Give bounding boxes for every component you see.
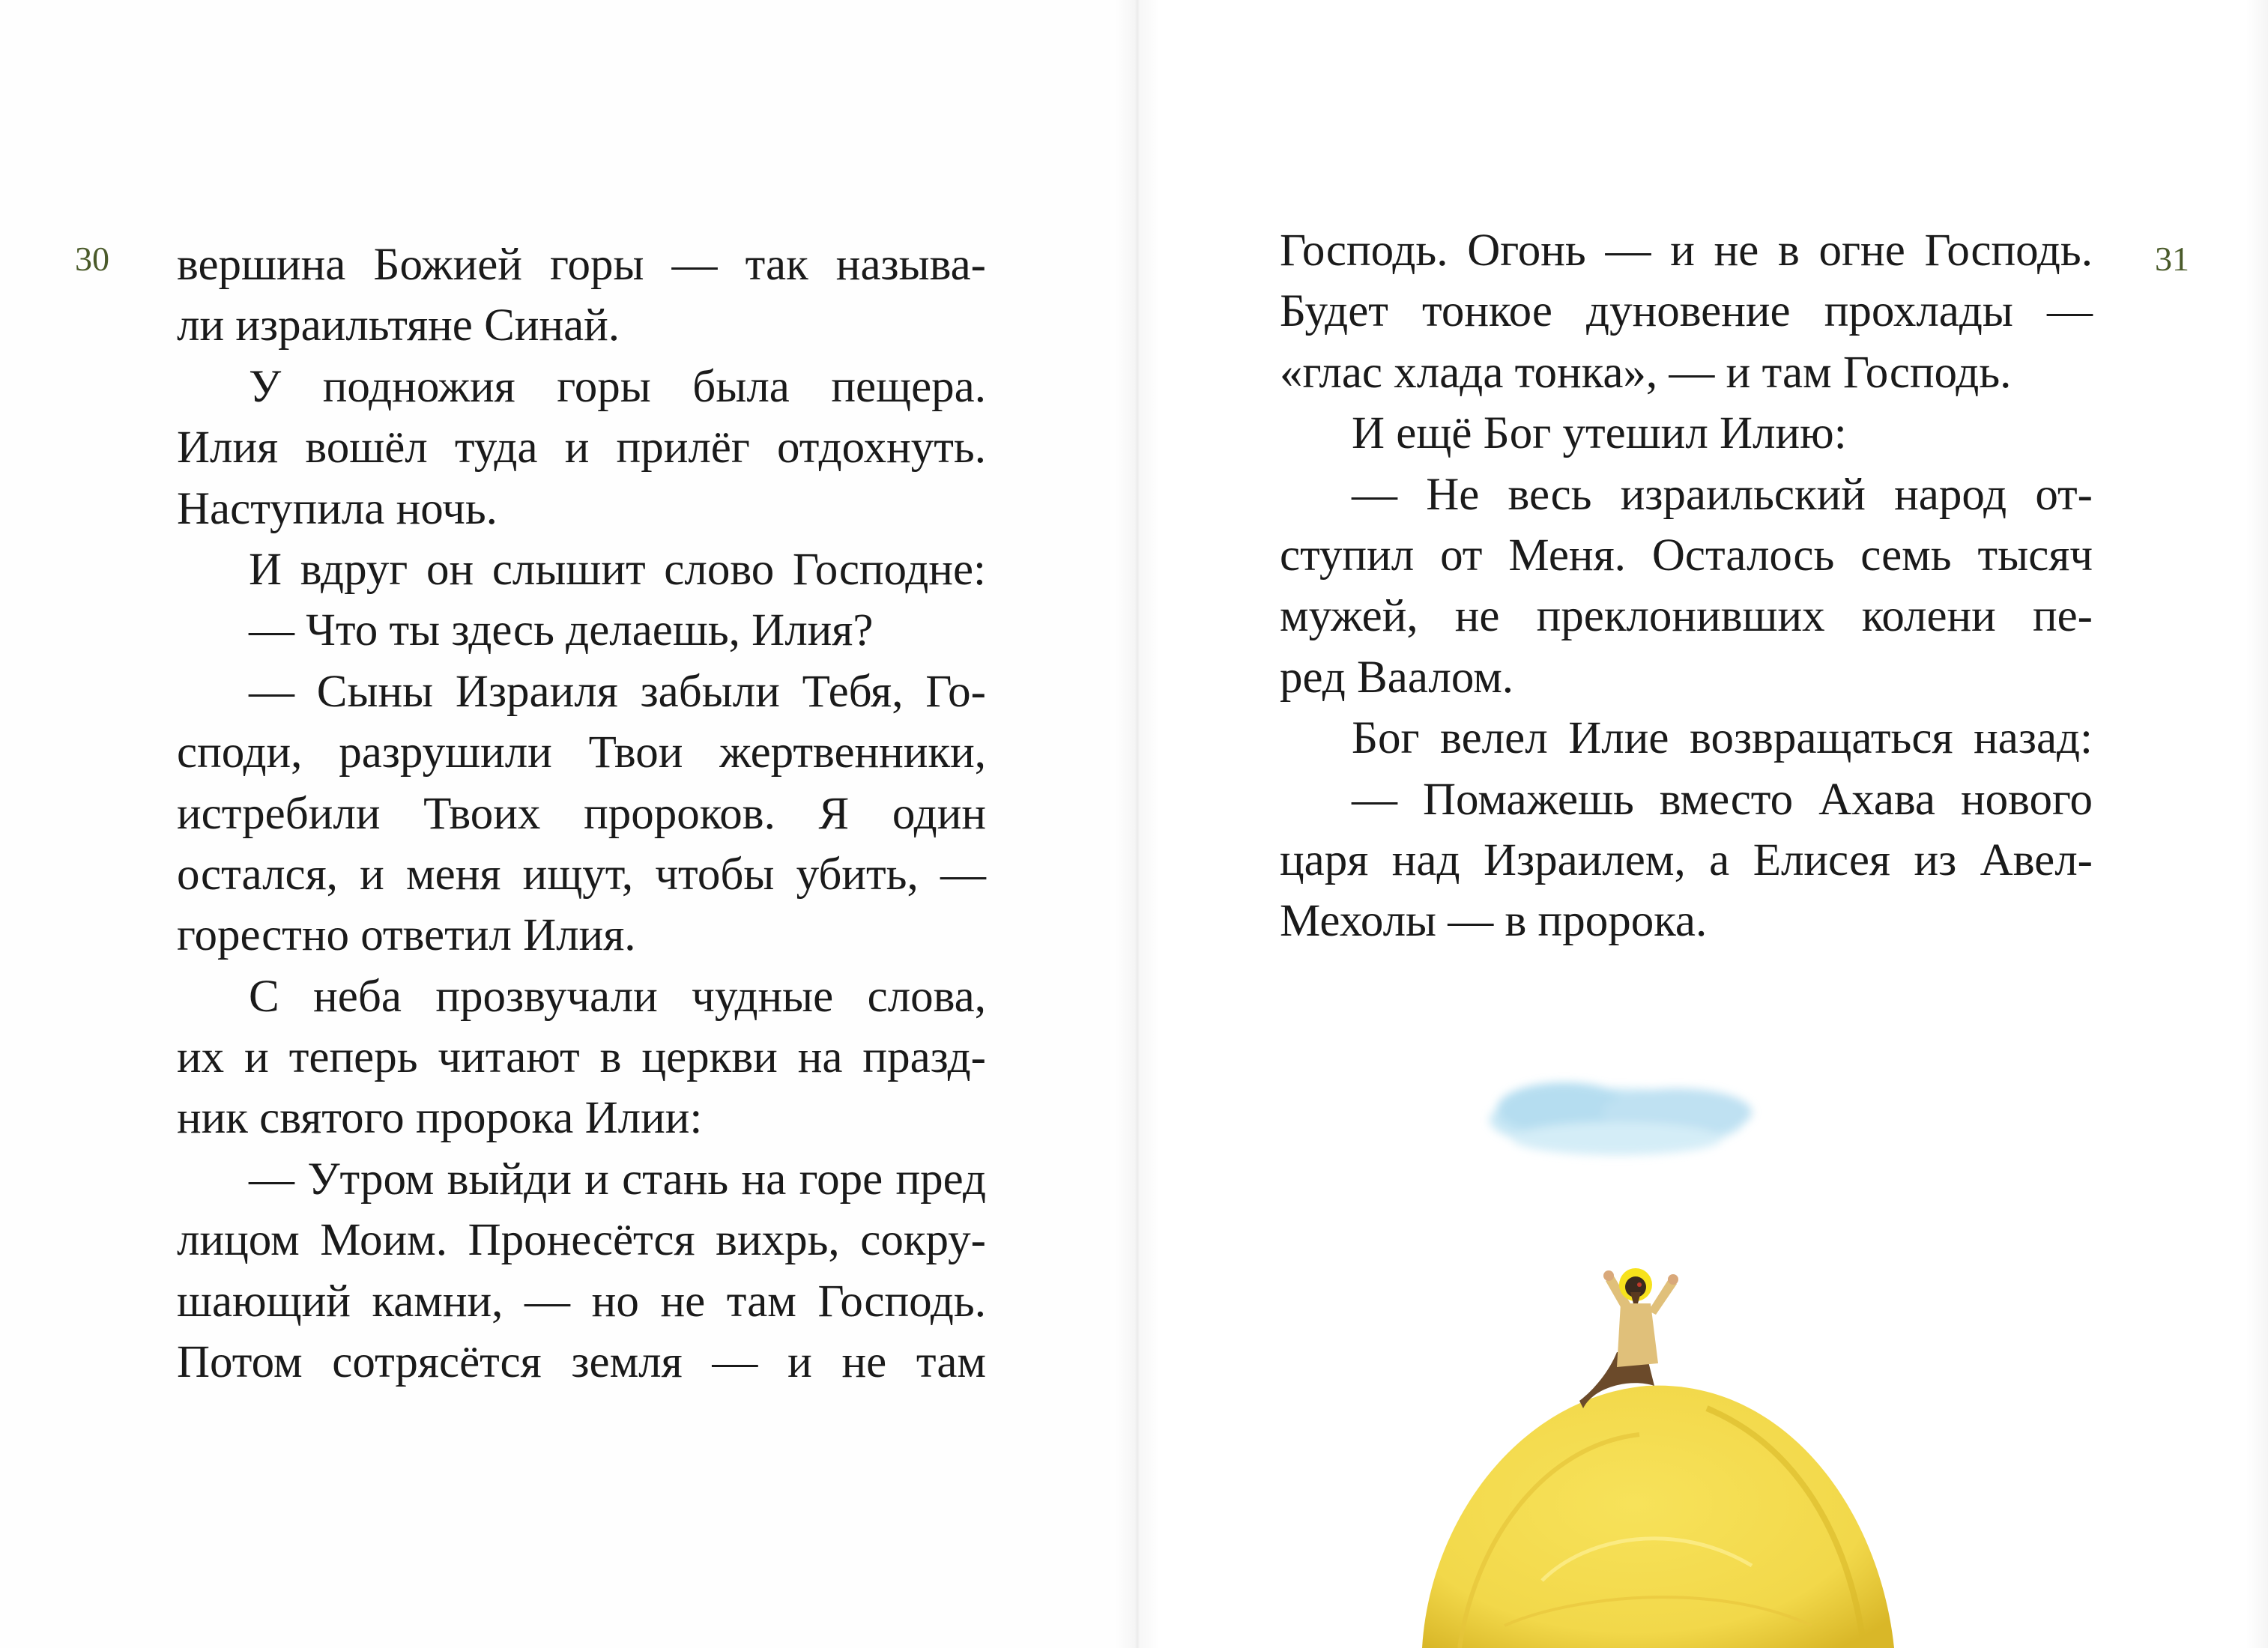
page-number-left: 30 <box>75 240 109 278</box>
right-text-line: «глас хлада тонка», — и там Господь. <box>1280 347 2012 398</box>
right-text-line: — Помажешь вместо Ахава нового <box>1352 774 2093 825</box>
left-text-line: Илия вошёл туда и прилёг отдохнуть. <box>177 422 986 473</box>
left-text-line: Наступила ночь. <box>177 483 498 534</box>
left-text-line: — Что ты здесь делаешь, Илия? <box>249 605 874 656</box>
left-text-line: лицом Моим. Пронесётся вихрь, сокру- <box>177 1215 986 1266</box>
right-text-line: мужей, не преклонивших колени пе- <box>1280 591 2093 642</box>
mountain-shape <box>1422 1386 1894 1648</box>
left-text-line: И вдруг он слышит слово Господне: <box>249 544 986 595</box>
cloud-shape <box>1490 1082 1752 1155</box>
page-edge <box>2246 0 2268 1648</box>
left-text-line: ник святого пророка Илии: <box>177 1093 703 1144</box>
right-text-line: Будет тонкое дуновение прохлады — <box>1280 286 2093 337</box>
left-text-line: С неба прозвучали чудные слова, <box>249 971 986 1022</box>
right-text-line: — Не весь израильский народ от- <box>1352 469 2093 520</box>
left-text-line: истребили Твоих пророков. Я один <box>177 788 986 839</box>
prophet-on-mountain-illustration <box>1392 1056 1917 1648</box>
left-text-line: вершина Божией горы — так называ- <box>177 240 986 290</box>
right-text-line: ступил от Меня. Осталось семь тысяч <box>1280 530 2093 581</box>
right-page-text <box>1280 220 2093 952</box>
left-text-line: У подножия горы была пещера. <box>249 361 986 412</box>
left-text-line: горестно ответил Илия. <box>177 910 636 961</box>
page-number-right: 31 <box>2155 240 2189 278</box>
left-text-line: остался, и меня ищут, чтобы убить, — <box>177 849 986 900</box>
left-page-text <box>177 234 986 1393</box>
right-text-line: ред Ваалом. <box>1280 652 1514 703</box>
right-text-line: И ещё Бог утешил Илию: <box>1352 408 1847 459</box>
left-text-line: — Сыны Израиля забыли Тебя, Го- <box>249 666 986 717</box>
left-text-line: — Утром выйди и стань на горе пред <box>249 1154 986 1205</box>
left-text-line: Потом сотрясётся земля — и не там <box>177 1337 986 1388</box>
right-text-line: Господь. Огонь — и не в огне Господь. <box>1280 225 2093 276</box>
left-text-line: споди, разрушили Твои жертвенники, <box>177 727 986 778</box>
right-text-line: Бог велел Илие возвращаться назад: <box>1352 713 2093 764</box>
right-text-line: царя над Израилем, а Елисея из Авел- <box>1280 834 2093 885</box>
left-text-line: их и теперь читают в церкви на празд- <box>177 1032 986 1083</box>
book-gutter <box>1115 0 1160 1648</box>
left-text-line: ли израильтяне Синай. <box>177 300 620 351</box>
left-text-line: шающий камни, — но не там Господь. <box>177 1276 986 1327</box>
right-text-line: Мехолы — в пророка. <box>1280 896 1708 947</box>
